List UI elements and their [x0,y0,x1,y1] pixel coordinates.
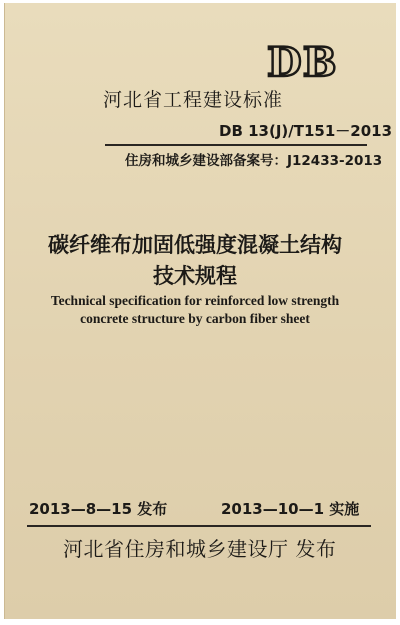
book-cover [4,3,396,619]
standard-code: DB 13(J)/T151－2013 [219,122,393,140]
title-english-line2: concrete structure by carbon fiber sheet [80,311,310,326]
release-date: 2013—8—15 发布 [29,500,168,518]
title-chinese-line2: 技术规程 [153,263,237,288]
publisher: 河北省住房和城乡建设厅 发布 [63,537,337,561]
filing-number: 住房和城乡建设部备案号：J12433-2013 [125,153,383,169]
standard-name: 河北省工程建设标准 [103,89,284,111]
footer-divider [27,525,371,527]
header-divider [105,144,367,146]
title-english-line1: Technical specification for reinforced low strength [50,293,340,308]
title-chinese-line1: 碳纤维布加固低强度混凝土结构 [48,232,342,257]
effective-date: 2013—10—1 实施 [221,500,360,518]
db-logo: DB [267,39,338,86]
